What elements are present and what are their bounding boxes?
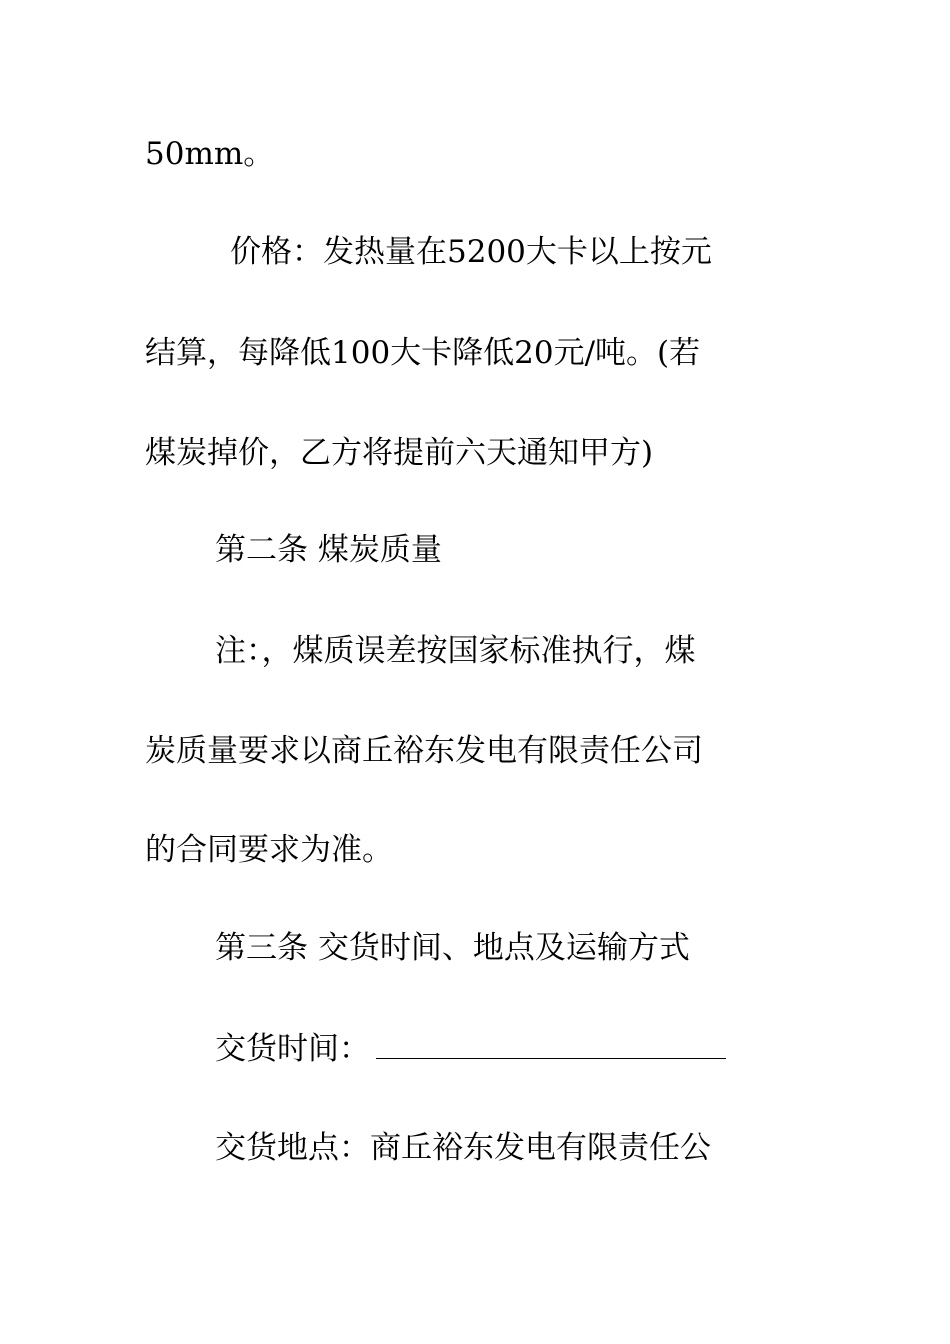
text-line-quality-requirement: 炭质量要求以商丘裕东发电有限责任公司 [145,733,703,769]
text-line-quality-note: 注：，煤质误差按国家标准执行，煤 [215,633,696,669]
text-line-contract-standard: 的合同要求为准。 [145,832,393,868]
article-heading-delivery: 第三条 交货时间、地点及运输方式 [215,930,690,966]
text-line-settlement: 结算，每降低100大卡降低20元/吨。(若 [145,335,701,371]
article-heading-quality: 第二条 煤炭质量 [215,532,442,568]
text-line-price-notice: 煤炭掉价，乙方将提前六天通知甲方) [145,435,654,471]
text-line-price: 价格：发热量在5200大卡以上按元 [230,234,712,270]
text-line-delivery-time [215,1029,875,1069]
delivery-time-label: 交货时间： [215,1031,370,1067]
delivery-time-blank [376,1030,726,1059]
text-line-spec-size: 50mm。 [145,136,275,172]
text-line-delivery-place: 交货地点：商丘裕东发电有限责任公 [215,1130,711,1166]
